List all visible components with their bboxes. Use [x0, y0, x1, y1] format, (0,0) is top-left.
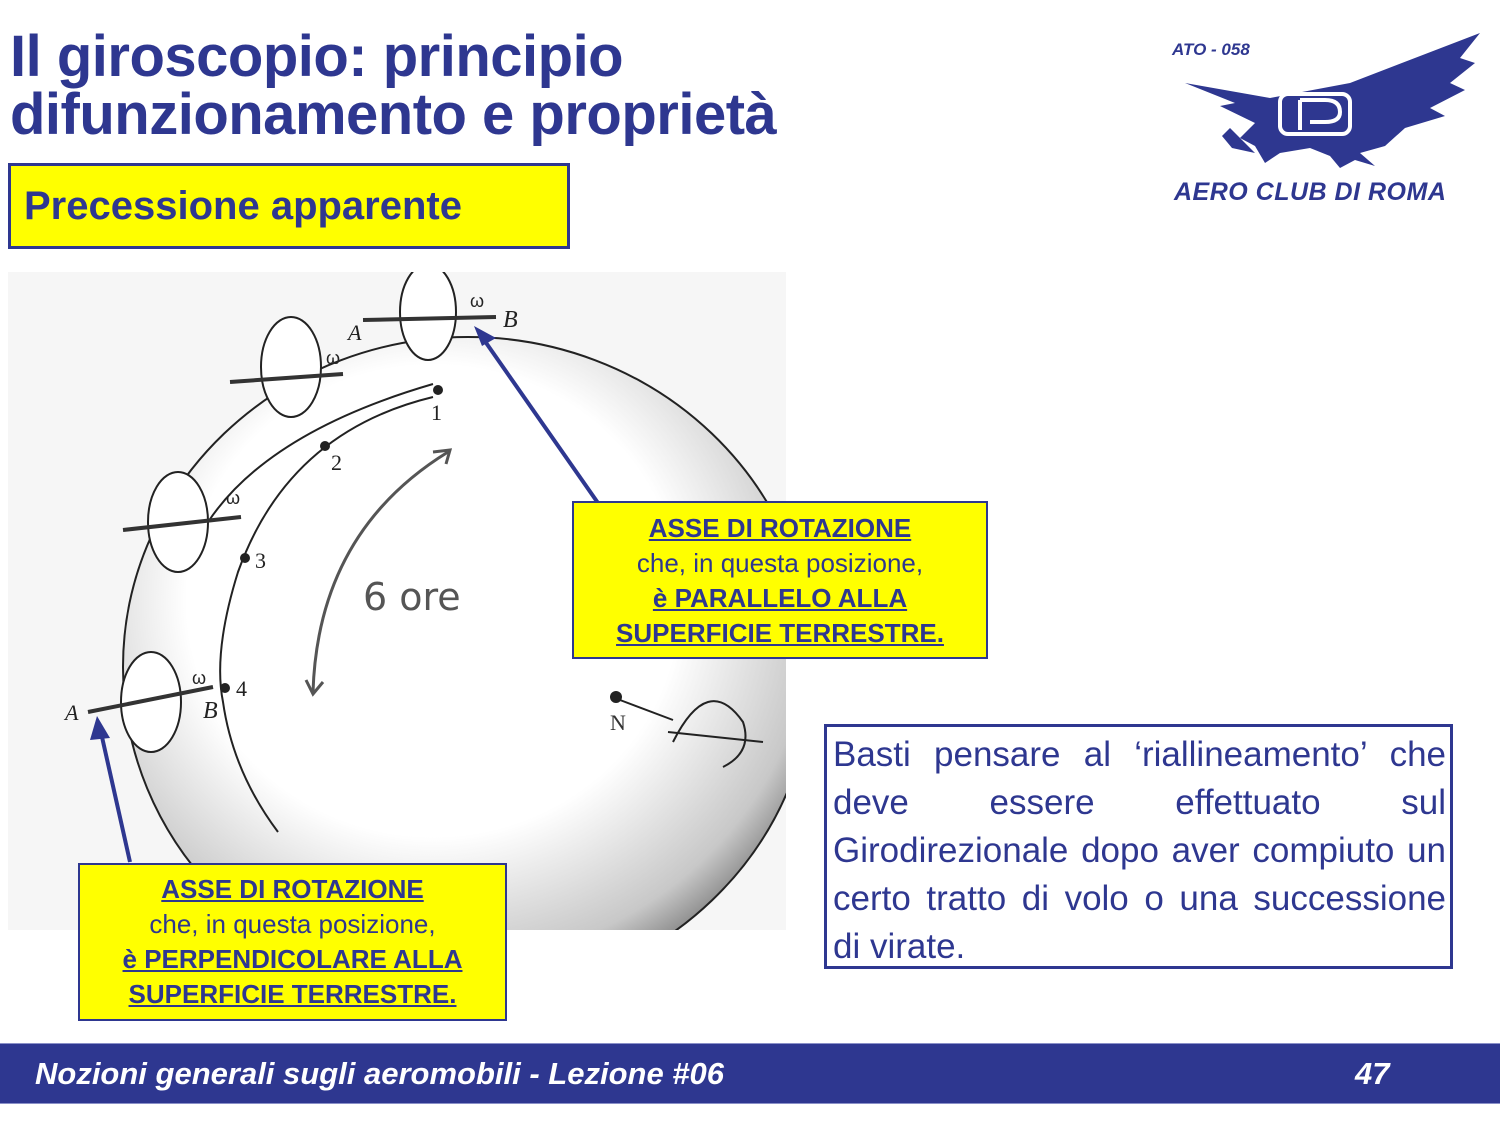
point-4-label: 4	[236, 676, 247, 701]
section-subtitle-text: Precessione apparente	[24, 183, 462, 228]
callout-perpendicular-heading: ASSE DI ROTAZIONE	[161, 874, 424, 904]
callout-perpendicular-emphasis-1: è PERPENDICOLARE ALLA	[122, 944, 463, 974]
page-number: 47	[1355, 1056, 1390, 1091]
svg-text:ω: ω	[326, 348, 341, 368]
svg-text:A: A	[348, 320, 362, 345]
six-hours-label: 6 ore	[363, 575, 461, 619]
logo-ato-code: ATO - 058	[1172, 40, 1250, 59]
svg-text:ω: ω	[226, 488, 241, 508]
callout-parallel-text: che, in questa posizione,	[636, 548, 924, 578]
point-2-label: 2	[331, 450, 342, 475]
section-subtitle	[8, 163, 570, 249]
slide-title-line-1: Il giroscopio: principio	[10, 24, 624, 89]
point-1-label: 1	[431, 400, 442, 425]
callout-perpendicular-axis	[78, 863, 507, 1021]
callout-perpendicular-text: che, in questa posizione,	[149, 909, 436, 939]
point-3-label: 3	[255, 548, 266, 573]
callout-parallel-emphasis-2: SUPERFICIE TERRESTRE.	[616, 618, 944, 648]
svg-text:B: B	[503, 307, 518, 333]
svg-text:ω: ω	[470, 291, 485, 311]
logo-club-name: AERO CLUB DI ROMA	[1174, 178, 1447, 206]
slide-footer	[0, 1043, 1500, 1104]
north-pole-label: N	[610, 710, 626, 735]
realignment-note: Basti pensare al ‘riallineamento’ che deve essere effettuato sul Girodirezionale dopo aver compiuto un certo tratto di volo o una successione di virate.	[824, 724, 1453, 969]
svg-text:ω: ω	[192, 668, 207, 688]
callout-parallel-emphasis-1: è PARALLELO ALLA	[652, 583, 908, 613]
footer-course-title: Nozioni generali sugli aeromobili - Lezione #06	[35, 1056, 725, 1091]
callout-perpendicular-emphasis-2: SUPERFICIE TERRESTRE.	[128, 979, 457, 1009]
aero-club-logo	[1160, 28, 1490, 213]
slide-title	[10, 24, 777, 147]
svg-text:A: A	[65, 700, 79, 725]
callout-parallel-axis	[572, 501, 988, 659]
callout-parallel-heading: ASSE DI ROTAZIONE	[648, 513, 912, 543]
slide-title-line-2: difunzionamento e proprietà	[10, 82, 777, 147]
svg-text:B: B	[203, 698, 218, 724]
